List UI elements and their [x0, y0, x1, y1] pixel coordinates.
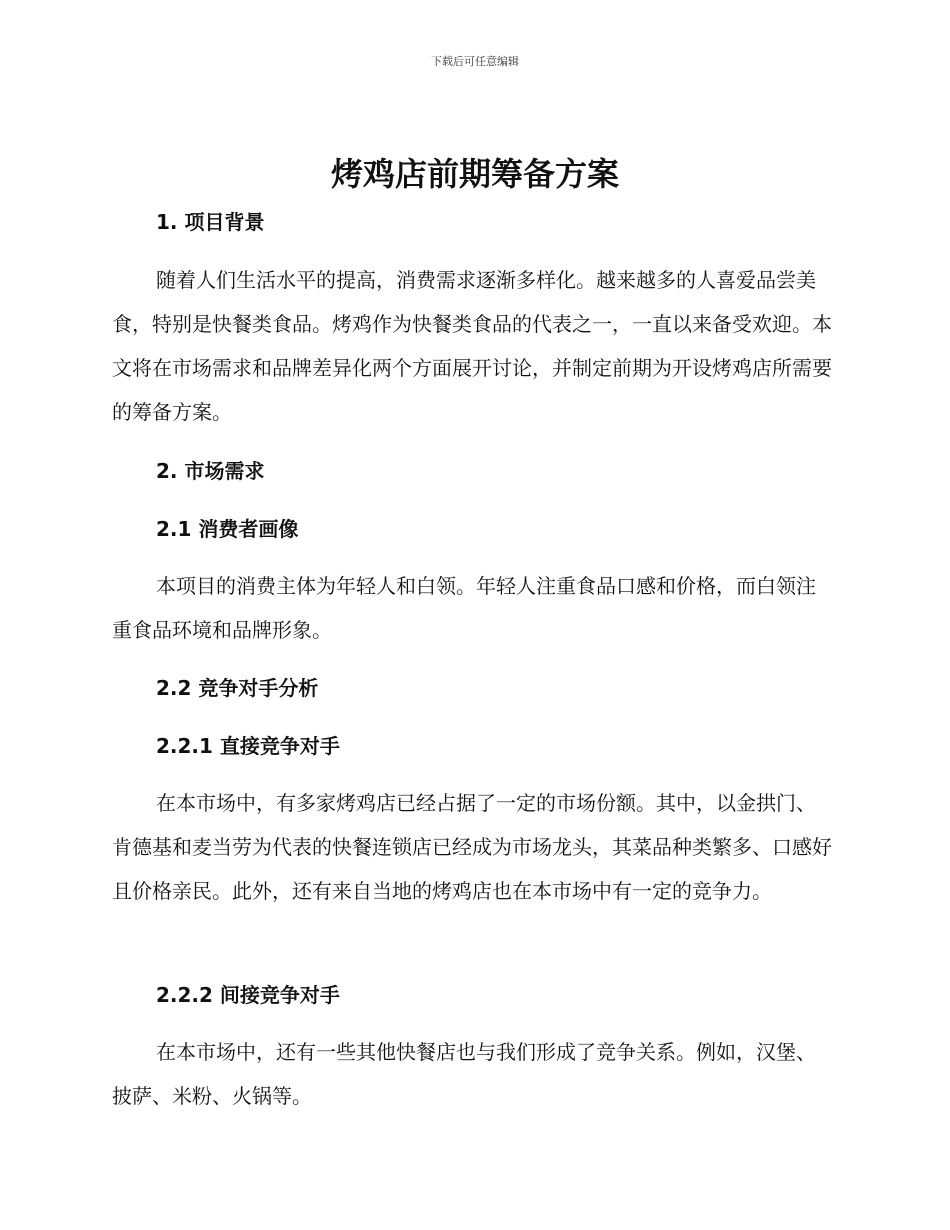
paragraph-project-background: 随着人们生活水平的提高，消费需求逐渐多样化。越来越多的人喜爱品尝美食，特别是快餐类食品。烤鸡作为快餐类食品的代表之一，一直以来备受欢迎。本文将在市场需求和品牌差异化两个方面展开讨论，并制定前期为开设烤鸡店所需要的筹备方案。: [112, 268, 832, 424]
section-heading-competitor-analysis: 2.2 竞争对手分析: [156, 676, 319, 700]
section-heading-project-background: 1. 项目背景: [156, 210, 265, 234]
section-heading-indirect-competitors: 2.2.2 间接竞争对手: [156, 983, 340, 1007]
document-title: 烤鸡店前期筹备方案: [330, 155, 619, 193]
paragraph-indirect-competitors: 在本市场中，还有一些其他快餐店也与我们形成了竞争关系。例如，汉堡、披萨、米粉、火锅等。: [112, 1040, 816, 1108]
section-heading-consumer-profile: 2.1 消费者画像: [156, 517, 299, 541]
paragraph-consumer-profile: 本项目的消费主体为年轻人和白领。年轻人注重食品口感和价格，而白领注重食品环境和品牌形象。: [112, 574, 816, 642]
paragraph-direct-competitors: 在本市场中，有多家烤鸡店已经占据了一定的市场份额。其中，以金拱门、肯德基和麦当劳为代表的快餐连锁店已经成为市场龙头，其菜品种类繁多、口感好且价格亲民。此外，还有来自当地的烤鸡店也在本市场中有一定的竞争力。: [112, 791, 832, 903]
page-header-note: 下载后可任意编辑: [431, 55, 519, 68]
section-heading-direct-competitors: 2.2.1 直接竞争对手: [156, 734, 340, 758]
section-heading-market-demand: 2. 市场需求: [156, 459, 265, 483]
